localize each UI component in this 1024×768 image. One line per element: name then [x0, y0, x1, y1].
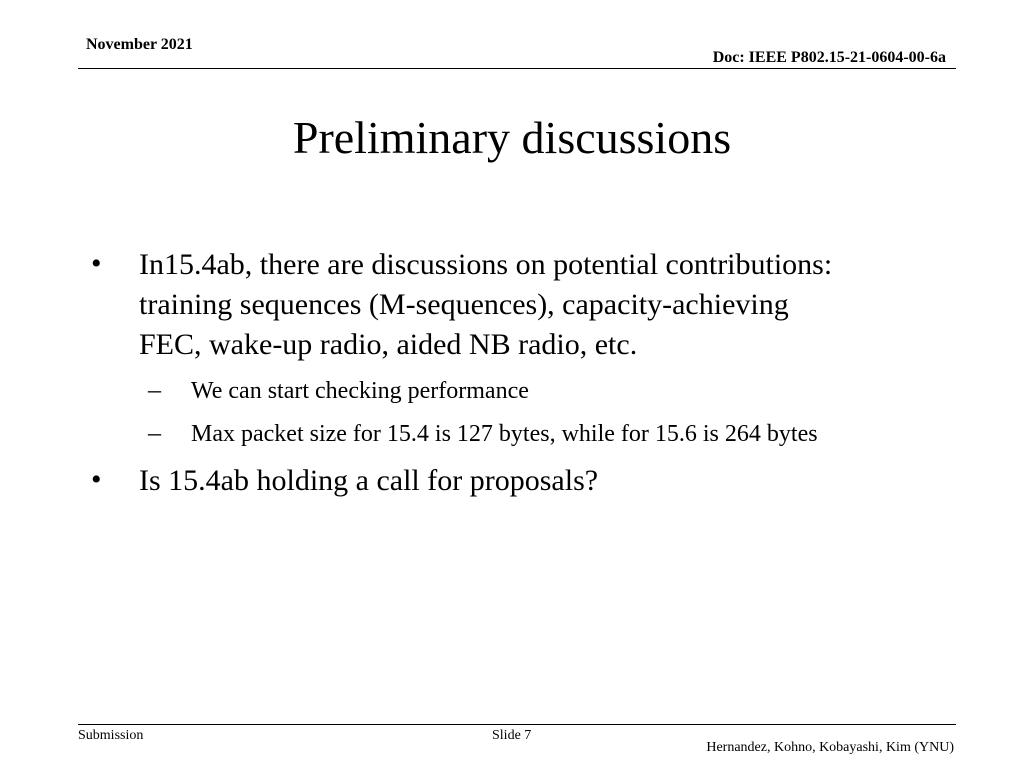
header-divider	[78, 68, 956, 69]
footer-slide-number: Slide 7	[492, 728, 532, 743]
sub-item-2: Max packet size for 15.4 is 127 bytes, while for 15.6 is 264 bytes	[191, 421, 818, 447]
footer-submission: Submission	[78, 728, 144, 743]
slide-title: Preliminary discussions	[292, 112, 732, 163]
bullet-marker: •	[91, 463, 102, 496]
sub-bullet-marker: –	[148, 418, 161, 447]
bullet-1-line-1: In15.4ab, there are discussions on potential contributions:	[139, 248, 833, 281]
bullet-2-line-1: Is 15.4ab holding a call for proposals?	[139, 464, 599, 497]
footer-authors: Hernandez, Kohno, Kobayashi, Kim (YNU)	[706, 740, 954, 755]
header-date: November 2021	[86, 36, 193, 53]
sub-item-1: We can start checking performance	[191, 378, 529, 404]
bullet-marker: •	[91, 247, 102, 280]
bullet-1-line-3: FEC, wake-up radio, aided NB radio, etc.	[139, 328, 638, 361]
header-doc-id: Doc: IEEE P802.15-21-0604-00-6a	[712, 49, 946, 66]
bullet-1-line-2: training sequences (M-sequences), capacity-achieving	[139, 288, 789, 321]
sub-bullet-marker: –	[148, 375, 161, 404]
footer-divider	[78, 724, 956, 725]
